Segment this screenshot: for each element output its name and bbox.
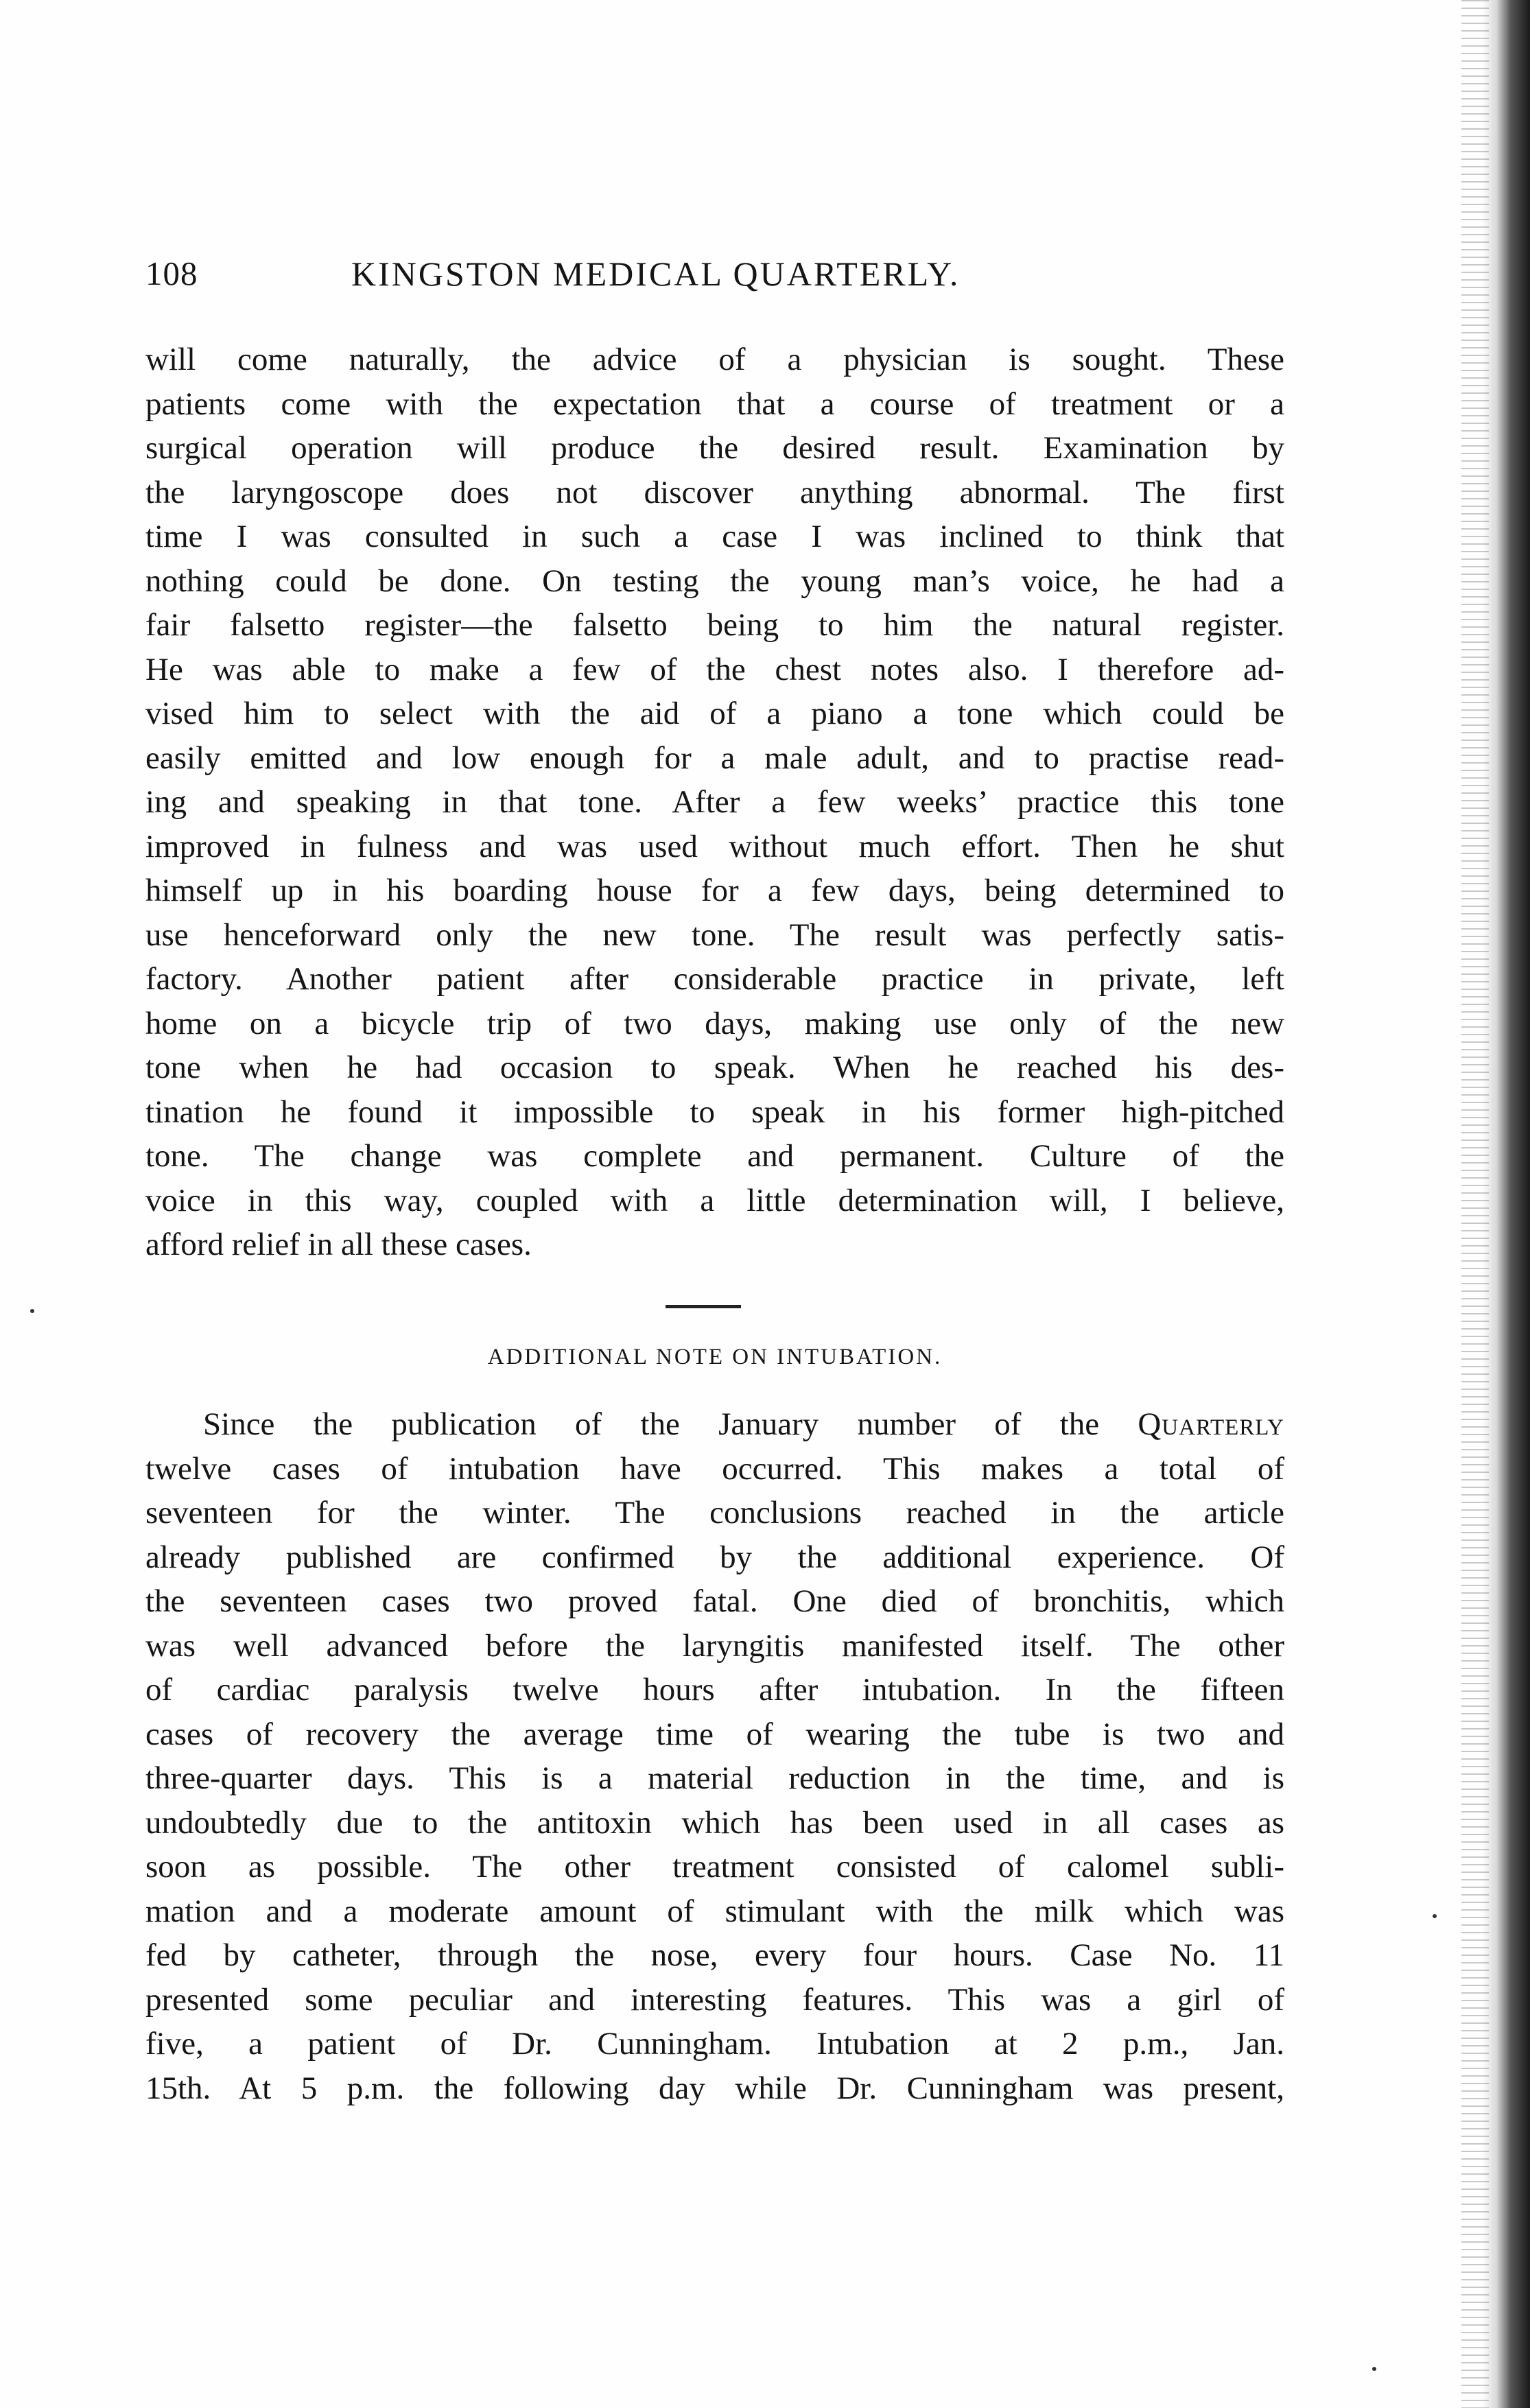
text-line: 15th. At 5 p.m. the following day while Dr. Cunningham was present,	[145, 2070, 1284, 2106]
text-line: ing and speaking in that tone. After a few weeks’ practice this tone	[145, 784, 1284, 820]
scan-speck	[1372, 2367, 1376, 2371]
text-line: easily emitted and low enough for a male adult, and to practise read-	[145, 740, 1284, 776]
text-line: presented some peculiar and interesting features. This was a girl of	[145, 1981, 1284, 2018]
text-fragment: Since the publication of the January number of the	[203, 1406, 1138, 1442]
text-line: was well advanced before the laryngitis manifested itself. The other	[145, 1627, 1284, 1664]
running-head: KINGSTON MEDICAL QUARTERLY.	[351, 255, 961, 293]
text-line: tone when he had occasion to speak. When he reached his des-	[145, 1050, 1284, 1085]
text-line: fair falsetto register—the falsetto being to him the natural register.	[145, 607, 1284, 643]
text-line: the seventeen cases two proved fatal. One died of bronchitis, which	[145, 1583, 1284, 1619]
section-divider	[666, 1305, 741, 1308]
text-line: home on a bicycle trip of two days, making use only of the new	[145, 1005, 1284, 1041]
text-line: improved in fulness and was used without much effort. Then he shut	[145, 828, 1284, 864]
text-line: patients come with the expectation that a course of treatment or a	[145, 386, 1284, 422]
text-line: mation and a moderate amount of stimulant with the milk which was	[145, 1893, 1284, 1929]
text-line: himself up in his boarding house for a few days, being determined to	[145, 873, 1284, 908]
text-line: nothing could be done. On testing the young man’s voice, he had a	[145, 563, 1284, 599]
book-binding-edge	[1482, 0, 1530, 2408]
page-number: 108	[145, 255, 198, 292]
text-line: surgical operation will produce the desired result. Examination by	[145, 430, 1284, 466]
scan-speck	[1433, 1914, 1437, 1918]
text-line: three-quarter days. This is a material reduction in the time, and is	[145, 1760, 1284, 1796]
text-line: undoubtedly due to the antitoxin which has been used in all cases as	[145, 1804, 1284, 1841]
text-line-first	[145, 1402, 1284, 1447]
text-line: of cardiac paralysis twelve hours after intubation. In the fifteen	[145, 1672, 1284, 1708]
binding-shadow	[1461, 0, 1489, 2408]
text-line: tone. The change was complete and permanent. Culture of the	[145, 1138, 1284, 1174]
text-line: five, a patient of Dr. Cunningham. Intubation at 2 p.m., Jan.	[145, 2026, 1284, 2062]
text-line: fed by catheter, through the nose, every four hours. Case No. 11	[145, 1937, 1284, 1973]
text-line: twelve cases of intubation have occurred. This makes a total of	[145, 1450, 1284, 1487]
text-line: afford relief in all these cases.	[145, 1227, 532, 1262]
text-line: vised him to select with the aid of a piano a tone which could be	[145, 696, 1284, 731]
paragraph-intubation-note	[145, 1402, 1284, 2110]
text-line: tination he found it impossible to speak in his former high-pitched	[145, 1094, 1284, 1130]
text-line: will come naturally, the advice of a physician is sought. These	[145, 342, 1284, 377]
section-heading: ADDITIONAL NOTE ON INTUBATION.	[487, 1345, 943, 1369]
page-header	[145, 254, 1284, 302]
text-line: factory. Another patient after considerable practice in private, left	[145, 961, 1284, 997]
text-line: voice in this way, coupled with a little determination will, I believe,	[145, 1182, 1284, 1218]
text-line: already published are confirmed by the additional experience. Of	[145, 1539, 1284, 1575]
text-line: time I was consulted in such a case I was inclined to think that	[145, 519, 1284, 554]
text-line: cases of recovery the average time of wearing the tube is two and	[145, 1716, 1284, 1752]
text-line: soon as possible. The other treatment consisted of calomel subli-	[145, 1849, 1284, 1885]
scan-speck	[30, 1309, 34, 1313]
text-line: He was able to make a few of the chest notes also. I therefore ad-	[145, 651, 1284, 687]
text-line: seventeen for the winter. The conclusions reached in the article	[145, 1495, 1284, 1531]
paragraph-voice-culture	[145, 338, 1284, 1267]
text-line: use henceforward only the new tone. The result was perfectly satis-	[145, 917, 1284, 953]
journal-name: Quarterly	[1138, 1406, 1284, 1442]
text-line: the laryngoscope does not discover anything abnormal. The first	[145, 474, 1284, 510]
